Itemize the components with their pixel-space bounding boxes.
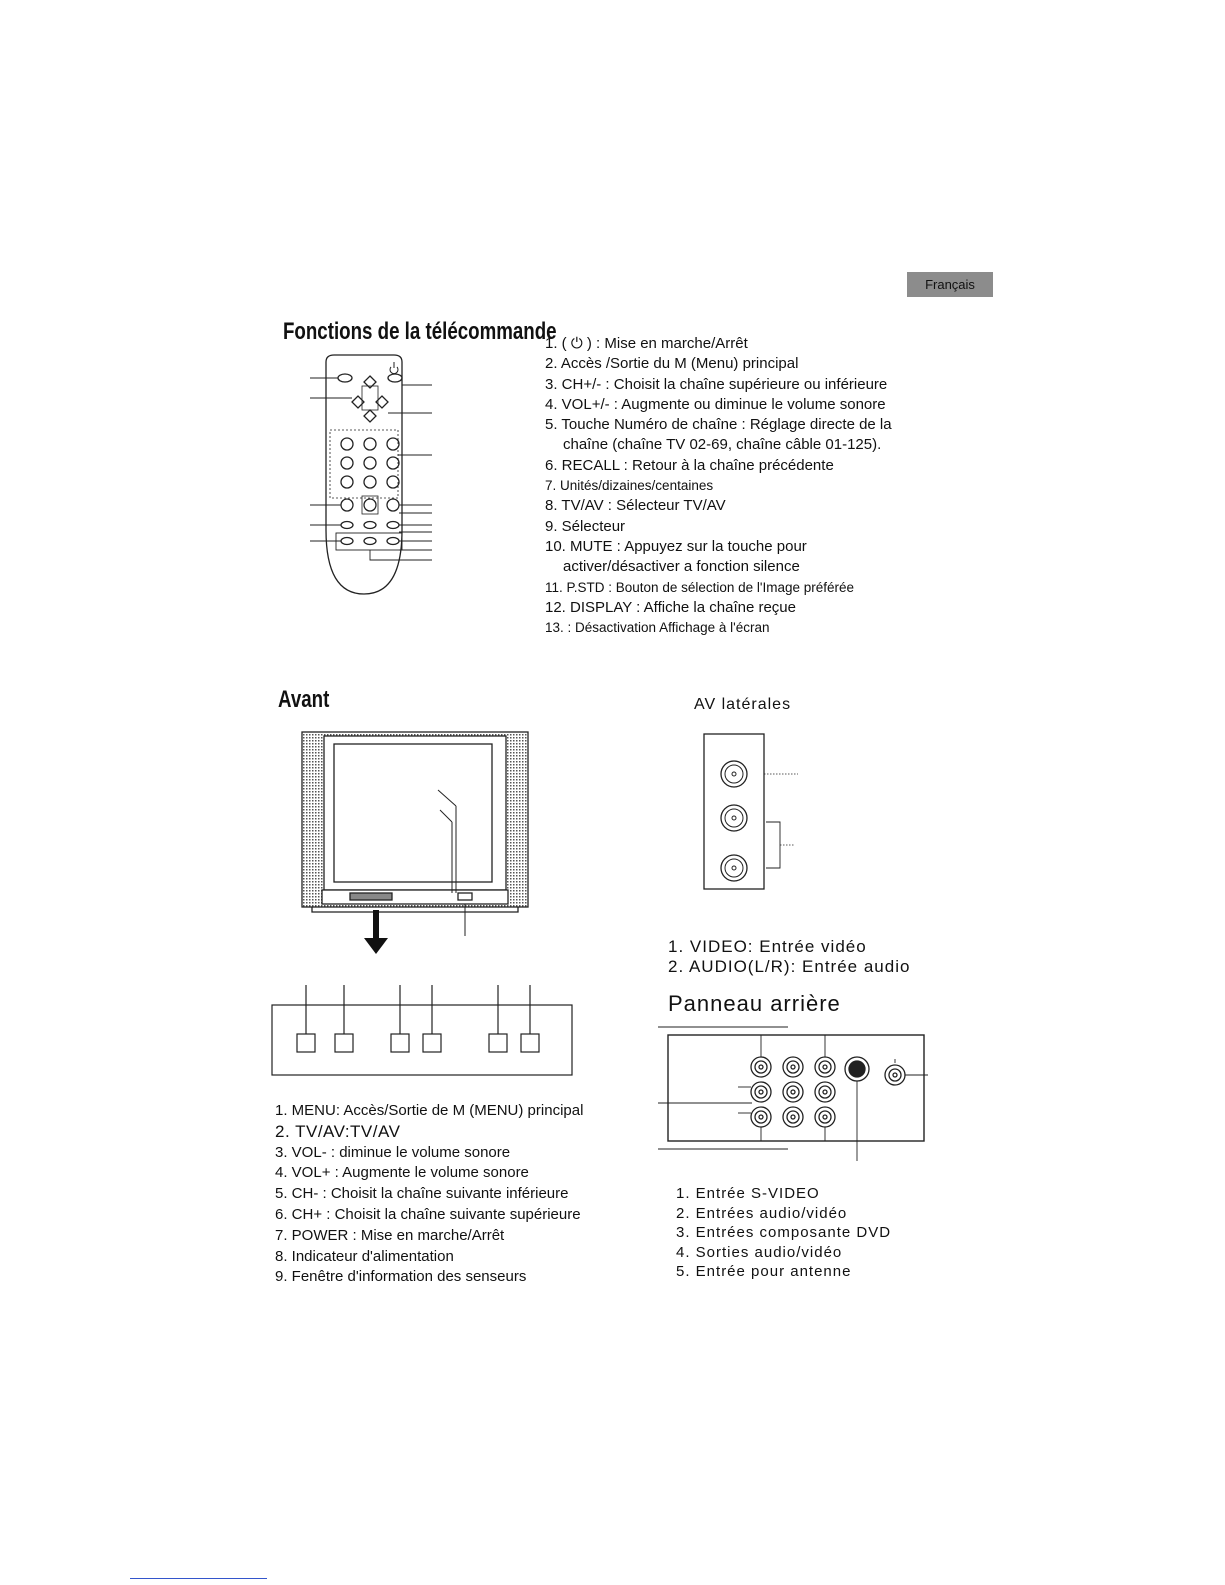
list-item: 3. VOL- : diminue le volume sonore [275,1143,511,1161]
list-item: 6. RECALL : Retour à la chaîne précédente [545,456,834,474]
list-item: 11. P.STD : Bouton de sélection de l'Image préférée [545,579,855,595]
list-item: 2. AUDIO(L/R): Entrée audio [668,957,911,976]
remote-functions-list [545,334,892,638]
language-badge: Français [907,272,993,297]
list-item: 1. ( ⏻ ) : Mise en marche/Arrêt [545,335,748,352]
list-item: 12. DISPLAY : Affiche la chaîne reçue [545,598,796,616]
list-item: activer/désactiver a fonction silence [563,558,800,576]
list-item: 8. TV/AV : Sélecteur TV/AV [545,497,726,515]
list-item: 4. VOL+/- : Augmente ou diminue le volume sonore [545,395,886,413]
list-item: 13. : Désactivation Affichage à l'écran [545,620,770,636]
rear-panel-diagram [658,1025,938,1165]
list-item: 8. Indicateur d'alimentation [275,1247,454,1265]
list-item: 4. VOL+ : Augmente le volume sonore [275,1164,529,1182]
list-item: 3. CH+/- : Choisit la chaîne supérieure ou inférieure [545,375,888,393]
list-item: chaîne (chaîne TV 02-69, chaîne câble 01-125). [563,436,882,454]
side-av-title: AV latérales [694,696,792,713]
side-av-diagram [702,732,812,892]
list-item: 7. Unités/dizaines/centaines [545,478,714,494]
list-item: 1. Entrée S-VIDEO [676,1185,820,1202]
list-item: 1. MENU: Accès/Sortie de M (MENU) principal [275,1102,584,1119]
list-item: 9. Fenêtre d'information des senseurs [275,1268,527,1286]
front-functions-list [275,1101,583,1288]
tv-front-diagram [300,728,535,958]
list-item: 2. Accès /Sortie du M (Menu) principal [545,355,799,373]
rear-panel-title: Panneau arrière [668,991,841,1016]
front-section-title: Avant [278,686,330,713]
list-item: 5. Entrée pour antenne [676,1263,852,1281]
list-item: 1. VIDEO: Entrée vidéo [668,937,867,956]
remote-diagram [300,350,445,605]
list-item: 10. MUTE : Appuyez sur la touche pour [545,537,807,555]
footer-divider [130,1578,267,1579]
remote-section-title: Fonctions de la télécommande [283,318,557,345]
front-panel-diagram [270,985,575,1080]
remote-body [326,355,402,594]
list-item: 9. Sélecteur [545,517,626,535]
list-item: 2. Entrées audio/vidéo [676,1204,848,1222]
rear-panel-list [676,1184,891,1282]
list-item: 3. Entrées composante DVD [676,1224,892,1242]
list-item: 6. CH+ : Choisit la chaîne suivante supérieure [275,1205,581,1223]
list-item: 5. Touche Numéro de chaîne : Réglage directe de la [545,416,892,434]
side-av-list [668,937,910,977]
list-item: 7. POWER : Mise en marche/Arrêt [275,1226,505,1244]
list-item: 4. Sorties audio/vidéo [676,1243,843,1261]
list-item: 5. CH- : Choisit la chaîne suivante inférieure [275,1185,569,1203]
list-item: 2. TV/AV:TV/AV [275,1121,401,1141]
